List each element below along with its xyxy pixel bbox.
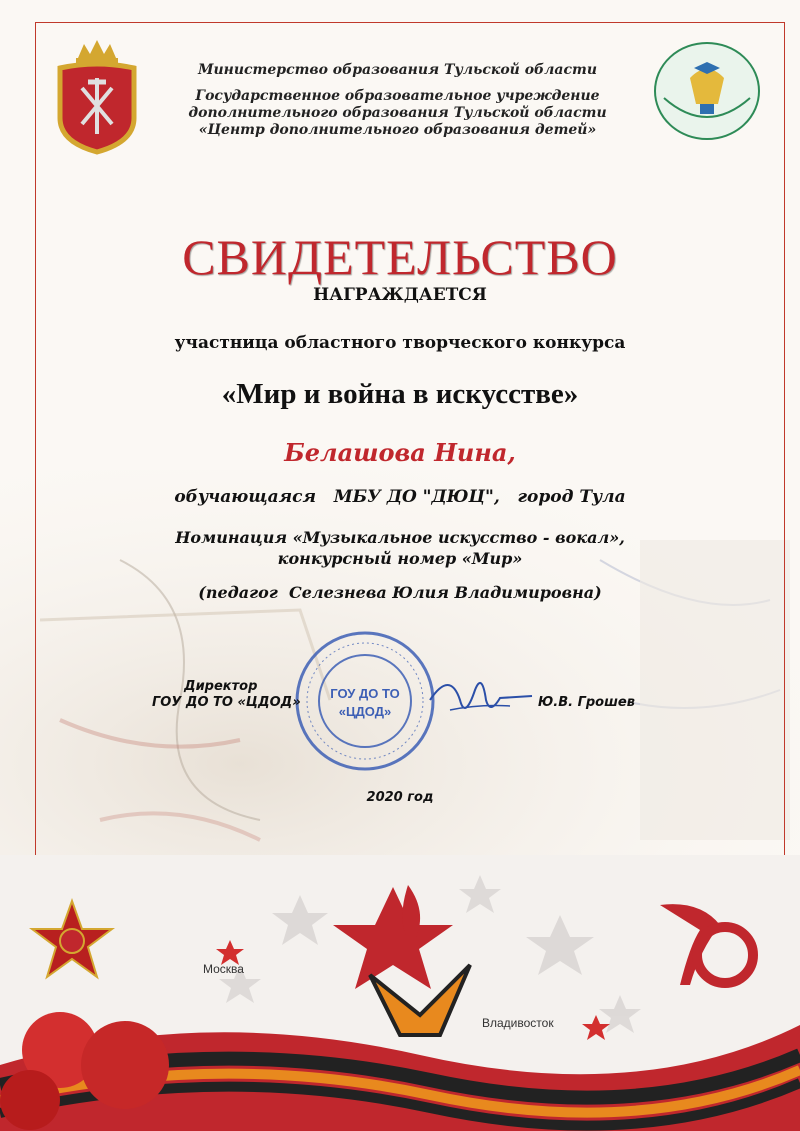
- institution-line-1: Государственное образовательное учреждение: [195, 88, 600, 104]
- map-label-vladivostok: Владивосток: [482, 1016, 554, 1030]
- certificate-title: СВИДЕТЕЛЬСТВО: [182, 229, 618, 285]
- ministry-name: Министерство образования Тульской области: [197, 62, 598, 78]
- student-line: обучающаяся МБУ ДО "ДЮЦ", город Тула: [174, 487, 626, 507]
- seal-text-line-2: «ЦДОД»: [338, 704, 392, 719]
- director-name: Ю.В. Грошев: [538, 695, 635, 710]
- ministry-header: [0, 62, 800, 139]
- organization-label: ГОУ ДО ТО «ЦДОД»: [152, 695, 301, 710]
- map-label-moscow: Москва: [203, 962, 244, 976]
- recipient-name: Белашова Нина,: [284, 438, 516, 467]
- year-label: 2020 год: [366, 790, 434, 805]
- awarded-label: НАГРАЖДАЕТСЯ: [313, 285, 487, 305]
- institution-line-2: дополнительного образования Тульской области: [188, 105, 607, 121]
- official-seal-stamp: [292, 628, 438, 774]
- participant-line: участница областного творческого конкурса: [174, 333, 626, 353]
- nomination-line-2: конкурсный номер «Мир»: [277, 549, 523, 568]
- teacher-line: (педагог Селезнева Юлия Владимировна): [198, 583, 602, 602]
- nomination-line-1: Номинация «Музыкальное искусство - вокал»,: [175, 528, 625, 547]
- nomination-block: [0, 527, 800, 569]
- seal-text-line-1: ГОУ ДО ТО: [330, 686, 400, 701]
- institution-line-3: «Центр дополнительного образования детей»: [198, 122, 597, 138]
- victory-day-decoration: [0, 855, 800, 1131]
- director-signature: [420, 660, 540, 730]
- director-label: Директор: [184, 679, 258, 694]
- contest-name: «Мир и война в искусстве»: [221, 378, 579, 410]
